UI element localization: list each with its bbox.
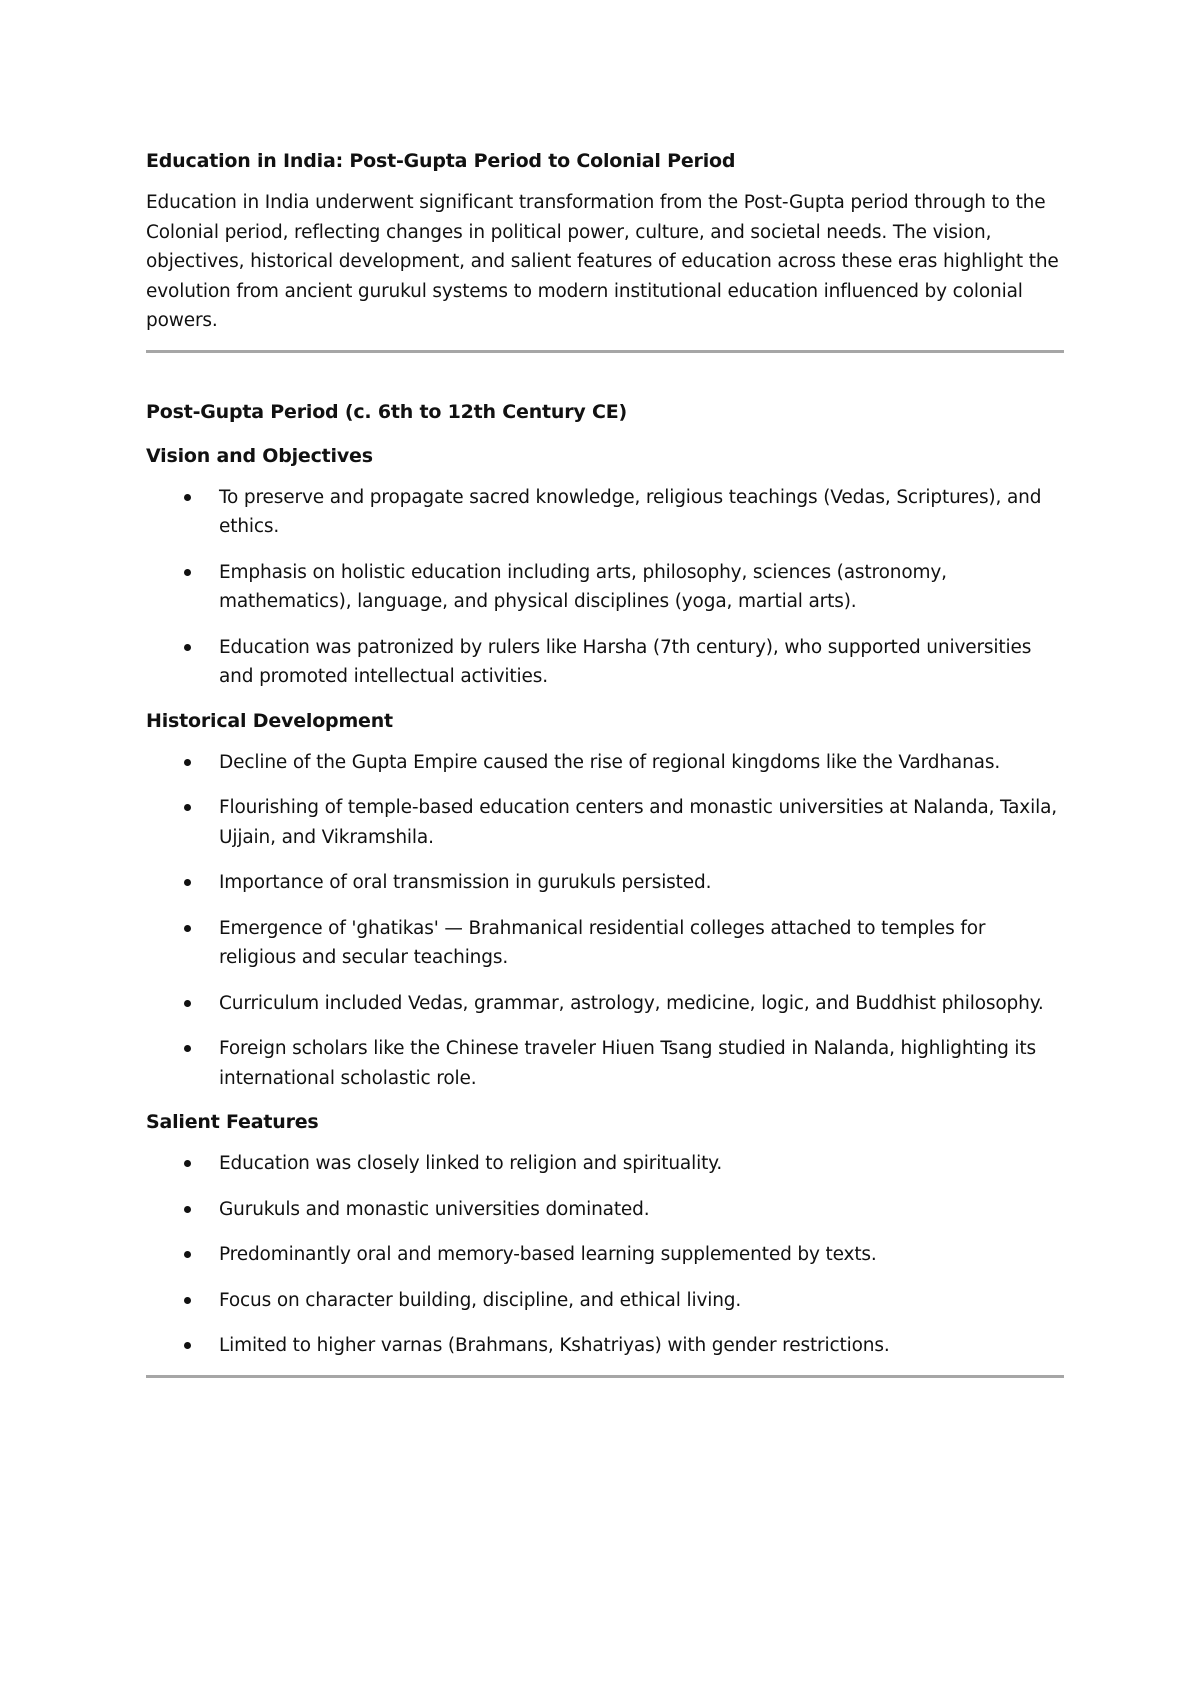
section-title: Post-Gupta Period (c. 6th to 12th Century CE)	[146, 400, 628, 423]
features-list	[146, 1149, 1064, 1361]
list-item	[146, 558, 1064, 617]
list-item-text: Foreign scholars like the Chinese traveler Hiuen Tsang studied in Nalanda, highlighting its international scholastic role.	[219, 1038, 1036, 1089]
history-heading: Historical Development	[146, 709, 393, 732]
list-item-text: Education was closely linked to religion and spirituality.	[219, 1153, 723, 1174]
features-heading: Salient Features	[146, 1111, 319, 1133]
list-item	[146, 633, 1064, 692]
list-item-text: Curriculum included Vedas, grammar, astrology, medicine, logic, and Buddhist philosophy.	[219, 992, 1044, 1014]
list-item	[146, 1240, 1064, 1270]
horizontal-rule	[146, 1375, 1064, 1378]
document-content	[146, 146, 1064, 1378]
list-item	[146, 1331, 1064, 1361]
list-item-text: Importance of oral transmission in gurukuls persisted.	[219, 872, 712, 893]
list-item	[146, 1286, 1064, 1316]
bullet-icon	[184, 644, 191, 651]
list-item	[146, 868, 1064, 898]
list-item	[146, 793, 1064, 852]
list-item-text: Focus on character building, discipline, and ethical living.	[219, 1289, 742, 1311]
list-item	[146, 483, 1064, 542]
intro-paragraph: Education in India underwent significant transformation from the Post-Gupta period through to the Colonial period, reflecting changes in political power, culture, and societal needs. The vision, objectives, historical development, and salient features of education across these eras highlight the evolution from ancient gurukul systems to modern institutional education influenced by colonial powers.	[146, 192, 1059, 331]
bullet-icon	[184, 1160, 191, 1167]
bullet-icon	[184, 804, 191, 811]
bullet-icon	[184, 569, 191, 576]
bullet-icon	[184, 925, 191, 932]
list-item-text: Emphasis on holistic education including arts, philosophy, sciences (astronomy, mathematics), language, and physical disciplines (yoga, martial arts).	[219, 561, 947, 612]
horizontal-rule	[146, 350, 1064, 353]
list-item	[146, 914, 1064, 973]
vision-list	[146, 483, 1064, 692]
list-item	[146, 1195, 1064, 1225]
history-list	[146, 748, 1064, 1094]
bullet-icon	[184, 1045, 191, 1052]
bullet-icon	[184, 879, 191, 886]
list-item	[146, 1034, 1064, 1093]
list-item-text: Limited to higher varnas (Brahmans, Kshatriyas) with gender restrictions.	[219, 1335, 890, 1356]
list-item-text: To preserve and propagate sacred knowledge, religious teachings (Vedas, Scriptures), and ethics.	[219, 486, 1042, 537]
list-item-text: Gurukuls and monastic universities dominated.	[219, 1198, 650, 1220]
list-item	[146, 1149, 1064, 1179]
list-item-text: Predominantly oral and memory-based learning supplemented by texts.	[219, 1244, 877, 1265]
bullet-icon	[184, 759, 191, 766]
list-item-text: Emergence of 'ghatikas' — Brahmanical residential colleges attached to temples for religious and secular teachings.	[219, 917, 986, 968]
bullet-icon	[184, 1342, 191, 1349]
list-item-text: Decline of the Gupta Empire caused the rise of regional kingdoms like the Vardhanas.	[219, 751, 1001, 773]
list-item	[146, 748, 1064, 778]
list-item-text: Flourishing of temple-based education centers and monastic universities at Nalanda, Taxila, Ujjain, and Vikramshila.	[219, 797, 1058, 848]
list-item-text: Education was patronized by rulers like Harsha (7th century), who supported universities and promoted intellectual activities.	[219, 636, 1032, 687]
document-title: Education in India: Post-Gupta Period to Colonial Period	[146, 150, 736, 172]
bullet-icon	[184, 494, 191, 501]
bullet-icon	[184, 1000, 191, 1007]
bullet-icon	[184, 1251, 191, 1258]
list-item	[146, 989, 1064, 1019]
vision-heading: Vision and Objectives	[146, 444, 373, 467]
bullet-icon	[184, 1297, 191, 1304]
bullet-icon	[184, 1206, 191, 1213]
